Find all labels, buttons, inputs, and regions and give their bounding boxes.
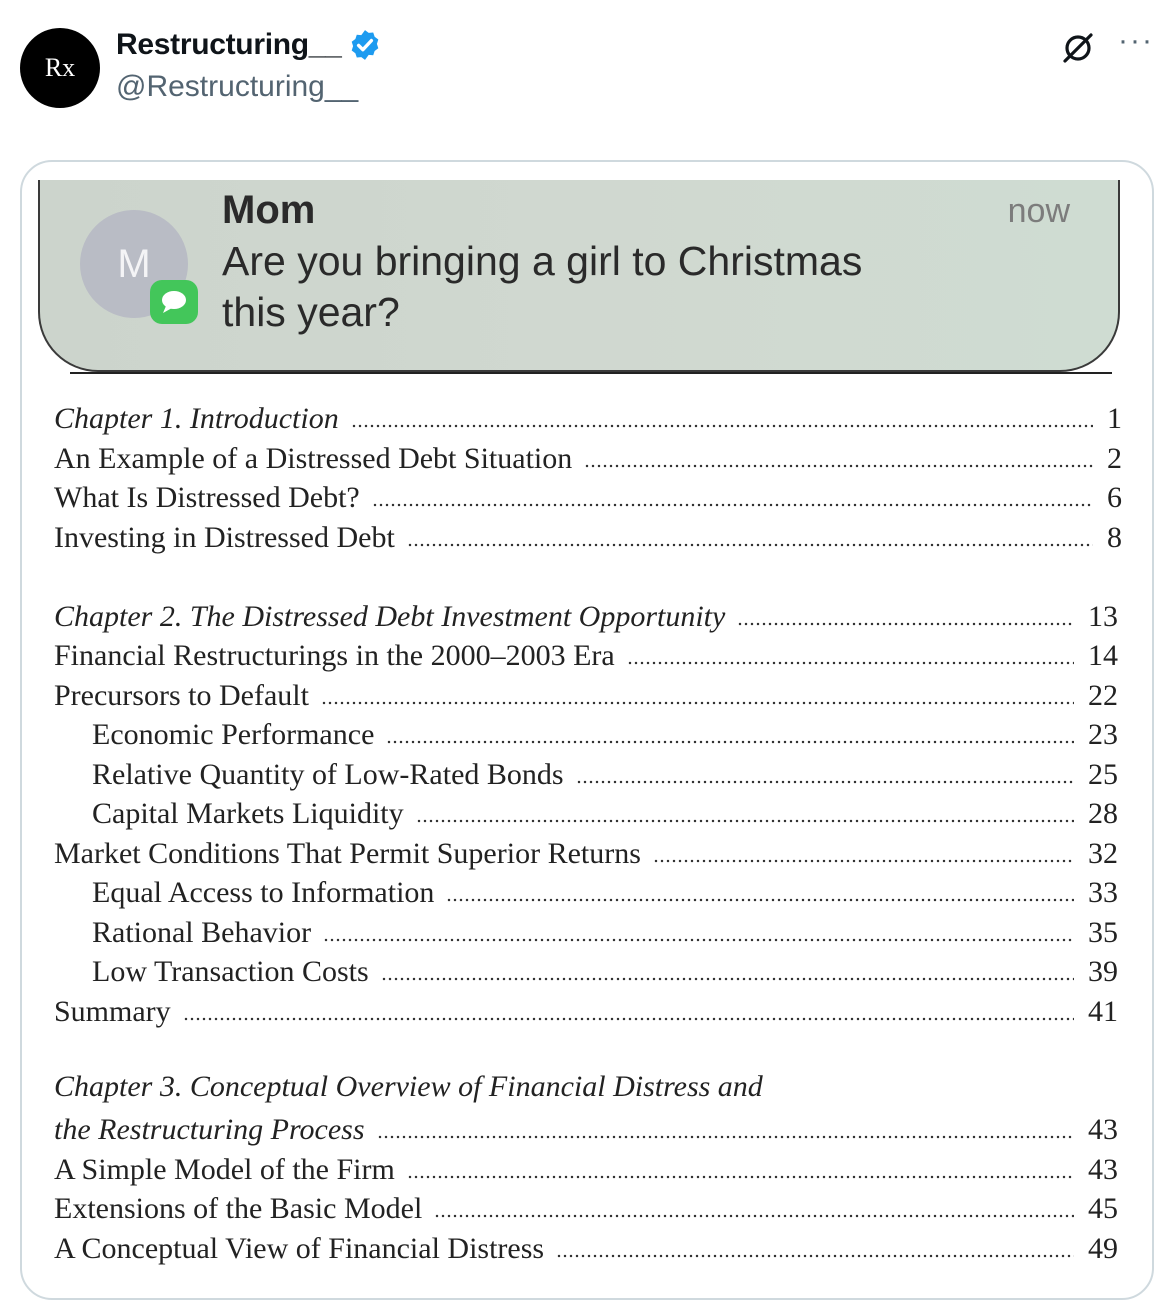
toc-leader-dots	[323, 938, 1074, 942]
toc-entry-title: Capital Markets Liquidity	[92, 797, 404, 830]
toc-leader-dots	[556, 1254, 1074, 1258]
verified-badge-icon	[348, 28, 382, 62]
toc-leader-dots	[653, 859, 1074, 863]
toc-entry-title: Relative Quantity of Low-Rated Bonds	[92, 758, 564, 791]
toc-entry	[92, 916, 1118, 950]
toc-entry-title: Market Conditions That Permit Superior Returns	[54, 837, 641, 870]
toc-leader-dots	[737, 622, 1074, 626]
toc-entry-title: Chapter 2. The Distressed Debt Investment Opportunity	[54, 600, 726, 633]
toc-entry-title: Chapter 1. Introduction	[54, 402, 339, 435]
toc-entry-title: Rational Behavior	[92, 916, 312, 949]
toc-entry	[54, 442, 1122, 476]
toc-leader-dots	[183, 1017, 1074, 1021]
toc-entry	[54, 402, 1122, 436]
toc-entry-page: 23	[1088, 718, 1118, 751]
toc-entry	[54, 837, 1118, 871]
toc-entry-page: 28	[1088, 797, 1118, 830]
toc-entry-title: A Simple Model of the Firm	[54, 1153, 395, 1186]
chapter-3-heading: Chapter 3. Conceptual Overview of Financial Distress and	[54, 1070, 763, 1103]
grok-icon[interactable]	[1060, 30, 1096, 66]
toc-leader-dots	[627, 661, 1074, 665]
contact-initial: M	[117, 241, 151, 286]
toc-entry-page: 25	[1088, 758, 1118, 791]
toc-entry-title: Equal Access to Information	[92, 876, 435, 909]
notification-message-line: this year?	[222, 289, 400, 335]
tweet-media-image[interactable]	[20, 160, 1154, 1300]
toc-entry	[54, 481, 1122, 515]
toc-entry	[92, 758, 1118, 792]
notification-time: now	[1007, 192, 1070, 230]
toc-entry-title: Summary	[54, 995, 171, 1028]
toc-entry	[92, 797, 1118, 831]
toc-entry-page: 39	[1088, 955, 1118, 988]
toc-entry-page: 22	[1088, 679, 1118, 712]
toc-leader-dots	[407, 1175, 1074, 1179]
toc-entry-page: 45	[1088, 1192, 1118, 1225]
toc-leader-dots	[584, 464, 1093, 468]
toc-entry-title: Financial Restructurings in the 2000–2003 Era	[54, 639, 615, 672]
toc-leader-dots	[446, 898, 1074, 902]
tweet-actions-top	[1060, 24, 1154, 66]
toc-entry	[54, 995, 1118, 1029]
toc-leader-dots	[377, 1135, 1074, 1139]
toc-entry-page: 8	[1107, 521, 1122, 554]
toc-entry-page: 49	[1088, 1232, 1118, 1265]
toc-entry	[54, 1192, 1118, 1226]
toc-entry	[92, 876, 1118, 910]
toc-entry	[54, 600, 1118, 634]
notification-sender: Mom	[222, 188, 316, 232]
author-avatar[interactable]: Rx	[20, 28, 100, 108]
toc-entry	[54, 521, 1122, 555]
toc-entry-title: Economic Performance	[92, 718, 375, 751]
toc-leader-dots	[372, 503, 1093, 507]
toc-leader-dots	[407, 543, 1093, 547]
toc-entry	[54, 1232, 1118, 1266]
toc-entry-page: 41	[1088, 995, 1118, 1028]
toc-leader-dots	[386, 740, 1074, 744]
toc-leader-dots	[321, 701, 1074, 705]
toc-entry	[54, 679, 1118, 713]
toc-entry-page: 43	[1088, 1113, 1118, 1146]
toc-entry-page: 1	[1107, 402, 1122, 435]
toc-leader-dots	[576, 780, 1074, 784]
toc-entry-title: Extensions of the Basic Model	[54, 1192, 423, 1225]
author-name-row	[116, 28, 382, 62]
toc-entry-page: 13	[1088, 600, 1118, 633]
table-of-contents	[22, 162, 1152, 1298]
toc-leader-dots	[416, 819, 1074, 823]
toc-leader-dots	[351, 424, 1093, 428]
toc-entry-page: 35	[1088, 916, 1118, 949]
notification-message-line: Are you bringing a girl to Christmas	[222, 238, 863, 284]
more-icon[interactable]: ···	[1118, 24, 1154, 57]
toc-leader-dots	[381, 977, 1074, 981]
toc-leader-dots	[434, 1214, 1074, 1218]
toc-entry-title: the Restructuring Process	[54, 1113, 365, 1146]
toc-entry-page: 6	[1107, 481, 1122, 514]
toc-entry-title: Investing in Distressed Debt	[54, 521, 395, 554]
toc-entry-title: Low Transaction Costs	[92, 955, 369, 988]
toc-entry-page: 43	[1088, 1153, 1118, 1186]
toc-entry	[54, 1113, 1118, 1147]
toc-entry-page: 33	[1088, 876, 1118, 909]
author-handle[interactable]: @Restructuring__	[116, 70, 359, 103]
toc-entry-page: 2	[1107, 442, 1122, 475]
toc-entry	[54, 1153, 1118, 1187]
toc-entry	[92, 718, 1118, 752]
toc-entry-page: 14	[1088, 639, 1118, 672]
toc-entry-title: Precursors to Default	[54, 679, 309, 712]
toc-entry-title: A Conceptual View of Financial Distress	[54, 1232, 545, 1265]
toc-entry-title: What Is Distressed Debt?	[54, 481, 360, 514]
display-name[interactable]: Restructuring__	[116, 28, 342, 61]
toc-entry	[92, 955, 1118, 989]
toc-entry-page: 32	[1088, 837, 1118, 870]
toc-entry	[54, 639, 1118, 673]
toc-entry-title: An Example of a Distressed Debt Situation	[54, 442, 573, 475]
